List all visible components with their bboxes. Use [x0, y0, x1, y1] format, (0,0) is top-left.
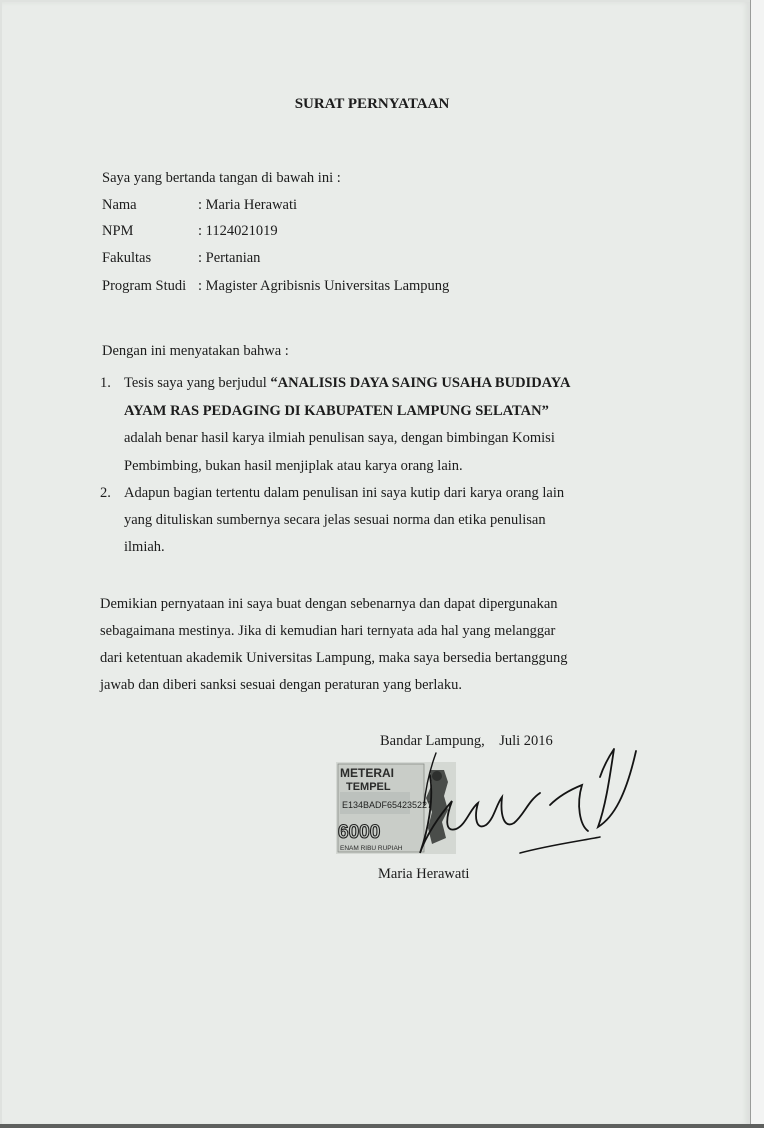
field-value-nama: : Maria Herawati — [198, 197, 298, 213]
closing-line-3: dari ketentuan akademik Universitas Lampung, maka saya bersedia bertanggung — [100, 650, 568, 666]
field-value-npm: : 1124021019 — [198, 223, 278, 239]
field-value-prodi: : Magister Agribisnis Universitas Lampung — [198, 278, 450, 294]
point-1-line-4: Pembimbing, bukan hasil menjiplak atau karya orang lain. — [124, 458, 463, 474]
point-1-line-1 — [124, 375, 570, 392]
field-label-prodi: Program Studi — [102, 278, 187, 294]
point-1-number: 1. — [100, 375, 111, 391]
point-2-line-1: Adapun bagian tertentu dalam penulisan ini saya kutip dari karya orang lain — [124, 485, 565, 501]
intro-text: Saya yang bertanda tangan di bawah ini : — [102, 170, 341, 186]
point-2-line-3: ilmiah. — [124, 539, 165, 555]
tempel-label: TEMPEL — [346, 781, 391, 793]
page-edge-right — [750, 0, 764, 1128]
point-2-number: 2. — [100, 485, 111, 501]
signer-name: Maria Herawati — [378, 866, 470, 882]
meterai-label: METERAI — [340, 766, 394, 780]
document-title: SURAT PERNYATAAN — [294, 96, 450, 112]
place-date: Bandar Lampung, Juli 2016 — [380, 733, 553, 749]
declaration-intro: Dengan ini menyatakan bahwa : — [102, 343, 289, 359]
closing-line-1: Demikian pernyataan ini saya buat dengan sebenarnya dan dapat dipergunakan — [100, 596, 558, 612]
point-1-title-start: “ANALISIS DAYA SAING USAHA BUDIDAYA — [270, 375, 571, 391]
page-edge-bottom — [0, 1124, 764, 1128]
field-label-fakultas: Fakultas — [102, 250, 152, 266]
closing-line-2: sebagaimana mestinya. Jika di kemudian hari ternyata ada hal yang melanggar — [100, 623, 556, 639]
field-label-npm: NPM — [102, 223, 134, 239]
closing-line-4: jawab dan diberi sanksi sesuai dengan peraturan yang berlaku. — [100, 677, 462, 693]
point-1-title-end: AYAM RAS PEDAGING DI KABUPATEN LAMPUNG SELATAN” — [124, 403, 549, 419]
point-1-line-3: adalah benar hasil karya ilmiah penulisan saya, dengan bimbingan Komisi — [124, 430, 555, 446]
point-1-line-1-normal: Tesis saya yang berjudul — [124, 375, 271, 391]
signature — [400, 745, 645, 865]
field-value-fakultas: : Pertanian — [198, 250, 261, 266]
field-label-nama: Nama — [102, 197, 137, 213]
stamp-amount-text: ENAM RIBU RUPIAH — [340, 845, 403, 852]
stamp-amount: 6000 — [338, 822, 381, 843]
point-2-line-2: yang dituliskan sumbernya secara jelas sesuai norma dan etika penulisan — [124, 512, 546, 528]
stamp-serial: E134BADF654235227 — [342, 800, 433, 810]
